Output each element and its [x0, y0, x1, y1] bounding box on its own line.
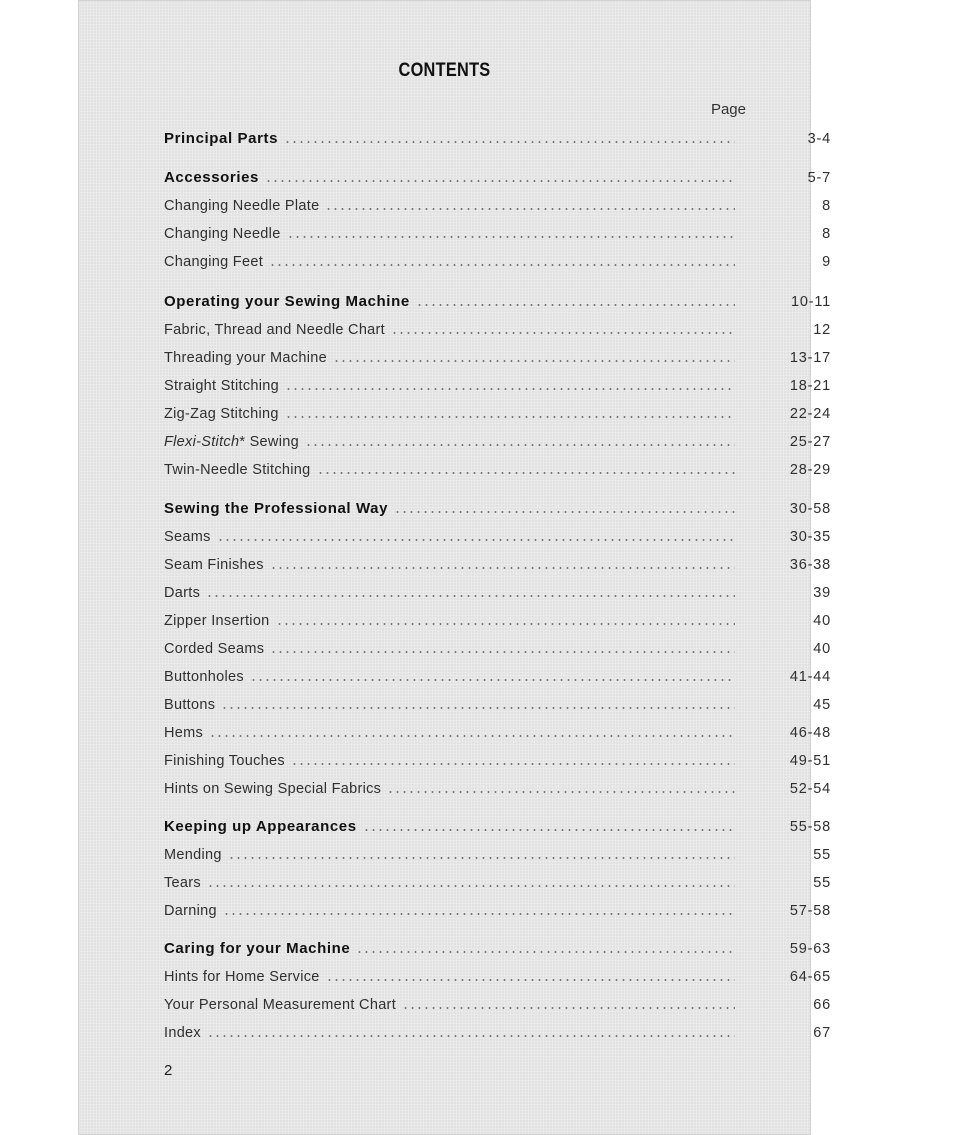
- page-number: 2: [164, 1062, 173, 1079]
- toc-entry-page: 40: [813, 641, 831, 657]
- toc-entry-title: Buttons: [164, 697, 216, 713]
- toc-entry: [164, 775, 831, 797]
- toc-entry: [164, 691, 831, 713]
- dot-leader: [270, 567, 735, 569]
- dot-leader: [269, 264, 735, 266]
- toc-entry-title: Darts: [164, 585, 201, 601]
- toc-entry: [164, 192, 831, 214]
- toc-entry: [164, 316, 831, 338]
- toc-entry: [164, 220, 831, 242]
- toc-entry-page: 52-54: [789, 781, 831, 797]
- toc-entry-title: Zipper Insertion: [164, 613, 270, 629]
- dot-leader: [356, 951, 735, 953]
- dot-leader: [416, 304, 735, 306]
- dot-leader: [326, 979, 735, 981]
- toc-entry-title: Hems: [164, 725, 204, 741]
- toc-entry-page: 8: [822, 226, 831, 242]
- toc-entry-page: 55-58: [789, 819, 831, 835]
- dot-leader: [285, 388, 735, 390]
- toc-entry: [164, 719, 831, 741]
- page-title: CONTENTS: [398, 60, 491, 81]
- toc-section-entry: [164, 125, 831, 147]
- toc-entry-page: 12: [813, 322, 831, 338]
- toc-entry-title: [164, 434, 299, 450]
- dot-leader: [391, 332, 735, 334]
- toc-entry-page: 55: [813, 847, 831, 863]
- toc-entry: [164, 635, 831, 657]
- toc-entry-title: Zig-Zag Stitching: [164, 406, 279, 422]
- toc-entry-page: 41-44: [789, 669, 831, 685]
- dot-leader: [333, 360, 735, 362]
- toc-entry-page: 49-51: [789, 753, 831, 769]
- toc-entry-title: Sewing the Professional Way: [164, 500, 389, 517]
- toc-entry-title: Finishing Touches: [164, 753, 285, 769]
- toc-entry: [164, 663, 831, 685]
- toc-entry: [164, 428, 831, 450]
- toc-entry: [164, 607, 831, 629]
- dot-leader: [394, 511, 735, 513]
- toc-entry-page: 25-27: [789, 434, 831, 450]
- toc-entry-page: 10-11: [790, 294, 831, 310]
- dot-leader: [228, 857, 735, 859]
- toc-entry-title: Caring for your Machine: [164, 940, 351, 957]
- dot-leader: [209, 735, 735, 737]
- toc-entry: [164, 1019, 831, 1041]
- dot-leader: [207, 885, 735, 887]
- toc-entry-title: Buttonholes: [164, 669, 244, 685]
- toc-entry-title: Seam Finishes: [164, 557, 264, 573]
- page-column-header: Page: [710, 101, 746, 118]
- toc-entry-page: 55: [813, 875, 831, 891]
- toc-entry-page: 64-65: [789, 969, 831, 985]
- dot-leader: [276, 623, 735, 625]
- toc-entry: [164, 991, 831, 1013]
- toc-entry: [164, 551, 831, 573]
- toc-entry-page: 39: [813, 585, 831, 601]
- toc-entry-title: Your Personal Measurement Chart: [164, 997, 397, 1013]
- toc-entry-title: Mending: [164, 847, 222, 863]
- toc-entry-title: Keeping up Appearances: [164, 818, 357, 835]
- toc-entry-page: 5-7: [807, 170, 831, 186]
- toc-entry-title: Changing Needle: [164, 226, 281, 242]
- toc-entry: [164, 456, 831, 478]
- toc-entry-page: 8: [822, 198, 831, 214]
- toc-entry-page: 66: [813, 997, 831, 1013]
- toc-entry-title: Hints on Sewing Special Fabrics: [164, 781, 382, 797]
- toc-entry-title-rest: * Sewing: [239, 434, 299, 450]
- toc-entry-title: Changing Needle Plate: [164, 198, 320, 214]
- document-page: [78, 0, 831, 1135]
- dot-leader: [206, 595, 735, 597]
- toc-section-entry: [164, 935, 831, 957]
- dot-leader: [325, 208, 735, 210]
- toc-entry-page: 3-4: [807, 131, 831, 147]
- toc-entry: [164, 841, 831, 863]
- toc-entry-page: 57-58: [789, 903, 831, 919]
- toc-entry-page: 22-24: [789, 406, 831, 422]
- toc-entry: [164, 400, 831, 422]
- toc-entry-page: 45: [813, 697, 831, 713]
- dot-leader: [305, 444, 735, 446]
- toc-entry-page: 13-17: [789, 350, 831, 366]
- toc-entry-page: 40: [813, 613, 831, 629]
- dot-leader: [265, 180, 735, 182]
- dot-leader: [207, 1035, 735, 1037]
- toc-entry-page: 67: [813, 1025, 831, 1041]
- toc-entry: [164, 344, 831, 366]
- toc-entry: [164, 248, 831, 270]
- toc-entry: [164, 897, 831, 919]
- toc-entry-title: Index: [164, 1025, 201, 1041]
- toc-entry-title: Fabric, Thread and Needle Chart: [164, 322, 386, 338]
- toc-entry-page: 28-29: [789, 462, 831, 478]
- toc-entry-title: Hints for Home Service: [164, 969, 320, 985]
- toc-entry-title: Accessories: [164, 169, 259, 186]
- toc-section-entry: [164, 813, 831, 835]
- toc-entry-page: 30-35: [789, 529, 831, 545]
- dot-leader: [223, 913, 735, 915]
- toc-entry-title: Changing Feet: [164, 254, 264, 270]
- toc-entry-page: 9: [822, 254, 831, 270]
- toc-section-entry: [164, 164, 831, 186]
- toc-entry-title: Operating your Sewing Machine: [164, 293, 410, 310]
- dot-leader: [387, 791, 735, 793]
- toc-entry: [164, 579, 831, 601]
- dot-leader: [217, 539, 735, 541]
- toc-entry-title: Twin-Needle Stitching: [164, 462, 311, 478]
- toc-entry-title: Straight Stitching: [164, 378, 280, 394]
- toc-entry: [164, 963, 831, 985]
- dot-leader: [291, 763, 735, 765]
- dot-leader: [250, 679, 735, 681]
- toc-entry-title: Seams: [164, 529, 211, 545]
- toc-entry-title: Corded Seams: [164, 641, 265, 657]
- dot-leader: [221, 707, 735, 709]
- toc-entry: [164, 372, 831, 394]
- toc-entry-title: Threading your Machine: [164, 350, 327, 366]
- dot-leader: [317, 472, 735, 474]
- dot-leader: [285, 416, 735, 418]
- toc-entry-title-italic: Flexi-Stitch: [164, 434, 240, 450]
- toc-section-entry: [164, 495, 831, 517]
- dot-leader: [270, 651, 735, 653]
- toc-entry: [164, 869, 831, 891]
- toc-entry: [164, 747, 831, 769]
- dot-leader: [287, 236, 735, 238]
- toc-entry-page: 18-21: [789, 378, 831, 394]
- toc-entry-title: Darning: [164, 903, 217, 919]
- toc-entry-page: 30-58: [789, 501, 831, 517]
- toc-entry-title: Tears: [164, 875, 201, 891]
- dot-leader: [363, 829, 735, 831]
- toc-entry: [164, 523, 831, 545]
- dot-leader: [402, 1007, 735, 1009]
- toc-entry-page: 36-38: [789, 557, 831, 573]
- toc-section-entry: [164, 288, 831, 310]
- toc-entry-page: 59-63: [789, 941, 831, 957]
- dot-leader: [284, 141, 735, 143]
- toc-entry-page: 46-48: [789, 725, 831, 741]
- toc-entry-title: Principal Parts: [164, 130, 279, 147]
